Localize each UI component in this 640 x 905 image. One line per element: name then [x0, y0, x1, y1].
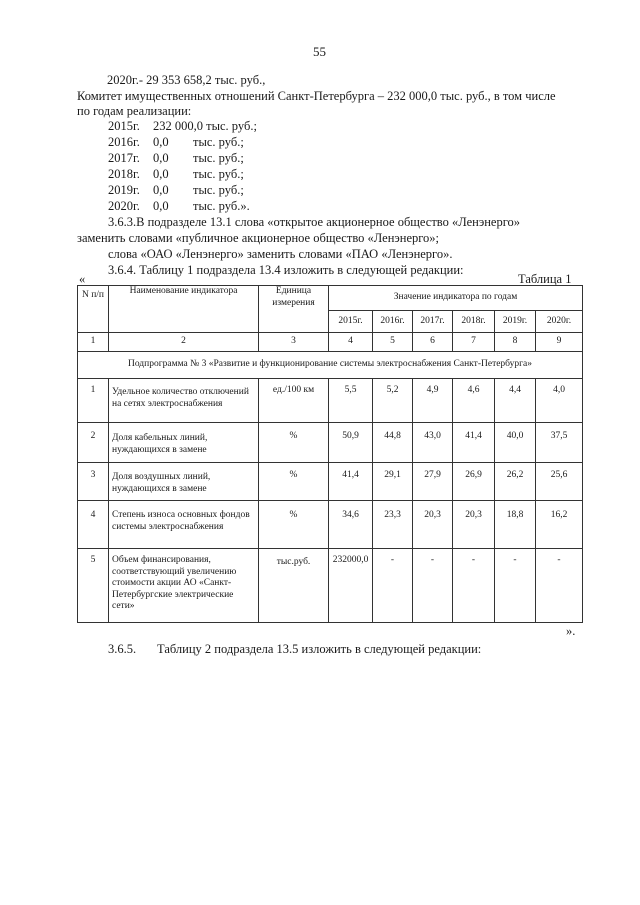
header-year-2016: 2016г.: [373, 311, 413, 333]
open-quote: «: [79, 272, 86, 286]
year-row-2016-label: 2016г.: [108, 135, 140, 149]
paragraph-364: 3.6.4. Таблицу 1 подраздела 13.4 изложить в следующей редакции:: [108, 263, 464, 277]
table-row: [78, 549, 583, 623]
year-row-2015-value: 232 000,0 тыс. руб.;: [153, 119, 257, 133]
col-number-3: 3: [259, 333, 329, 352]
row-4-num: 4: [78, 501, 109, 549]
header-num: N п/п: [78, 286, 109, 333]
header-year-2015: 2015г.: [329, 311, 373, 333]
row-2-name: Доля кабельных линий, нуждающихся в замене: [109, 423, 259, 463]
paragraph-363-line3: слова «ОАО «Ленэнерго» заменить словами «ПАО «Ленэнерго».: [108, 247, 453, 261]
row-3-unit: %: [259, 463, 329, 501]
row-5-2020: -: [536, 549, 583, 623]
col-number-1: 1: [78, 333, 109, 352]
row-2-2020: 37,5: [536, 423, 583, 463]
row-3-2016: 29,1: [373, 463, 413, 501]
col-number-9: 9: [536, 333, 583, 352]
year-row-2019-label: 2019г.: [108, 183, 140, 197]
row-3-2015: 41,4: [329, 463, 373, 501]
row-1-unit: ед./100 км: [259, 379, 329, 423]
row-3-2020: 25,6: [536, 463, 583, 501]
page-number: 55: [313, 44, 326, 59]
table-label: Таблица 1: [518, 272, 572, 286]
close-quote: ».: [566, 624, 576, 638]
row-2-2016: 44,8: [373, 423, 413, 463]
year-row-2017-label: 2017г.: [108, 151, 140, 165]
row-4-2020: 16,2: [536, 501, 583, 549]
year-row-2020-value: 0,0: [153, 199, 169, 213]
table-row: [78, 423, 583, 463]
text-line-committee: Комитет имущественных отношений Санкт-Петербурга – 232 000,0 тыс. руб., в том числе: [77, 89, 556, 103]
year-row-2018-label: 2018г.: [108, 167, 140, 181]
row-1-2017: 4,9: [413, 379, 453, 423]
row-3-name: Доля воздушных линий, нуждающихся в замене: [109, 463, 259, 501]
table-row: [78, 379, 583, 423]
paragraph-365-text: Таблицу 2 подраздела 13.5 изложить в следующей редакции:: [157, 642, 482, 656]
col-number-7: 7: [453, 333, 495, 352]
year-row-2019-unit: тыс. руб.;: [193, 183, 244, 197]
row-5-name: Объем финансирования, соответствующий увеличению стоимости акции АО «Санкт-Петербургские электрические сети»: [109, 549, 259, 623]
text-line-by-years: по годам реализации:: [77, 104, 192, 118]
row-3-2018: 26,9: [453, 463, 495, 501]
header-year-2018: 2018г.: [453, 311, 495, 333]
row-2-2019: 40,0: [495, 423, 536, 463]
row-2-unit: %: [259, 423, 329, 463]
row-1-2018: 4,6: [453, 379, 495, 423]
row-1-2015: 5,5: [329, 379, 373, 423]
row-5-2018: -: [453, 549, 495, 623]
year-row-2020-label: 2020г.: [108, 199, 140, 213]
year-row-2017-value: 0,0: [153, 151, 169, 165]
row-4-name: Степень износа основных фондов системы электроснабжения: [109, 501, 259, 549]
row-1-2020: 4,0: [536, 379, 583, 423]
row-3-2017: 27,9: [413, 463, 453, 501]
year-row-2015-label: 2015г.: [108, 119, 140, 133]
year-row-2018-unit: тыс. руб.;: [193, 167, 244, 181]
year-row-2016-value: 0,0: [153, 135, 169, 149]
row-4-2018: 20,3: [453, 501, 495, 549]
col-number-6: 6: [413, 333, 453, 352]
row-2-2017: 43,0: [413, 423, 453, 463]
row-5-2015: 232000,0: [329, 549, 373, 623]
paragraph-365-number: 3.6.5.: [108, 642, 137, 656]
col-number-4: 4: [329, 333, 373, 352]
row-5-num: 5: [78, 549, 109, 623]
row-4-2019: 18,8: [495, 501, 536, 549]
header-year-2019: 2019г.: [495, 311, 536, 333]
row-2-2018: 41,4: [453, 423, 495, 463]
col-number-5: 5: [373, 333, 413, 352]
row-4-unit: %: [259, 501, 329, 549]
row-1-2019: 4,4: [495, 379, 536, 423]
paragraph-363-line1: 3.6.3.В подразделе 13.1 слова «открытое акционерное общество «Ленэнерго»: [108, 215, 521, 229]
header-year-2017: 2017г.: [413, 311, 453, 333]
col-number-2: 2: [109, 333, 259, 352]
row-5-2016: -: [373, 549, 413, 623]
subprogram-title: Подпрограмма № 3 «Развитие и функционирование системы электроснабжения Санкт-Петербурга»: [78, 352, 583, 379]
row-5-2019: -: [495, 549, 536, 623]
row-3-2019: 26,2: [495, 463, 536, 501]
year-row-2016-unit: тыс. руб.;: [193, 135, 244, 149]
row-3-num: 3: [78, 463, 109, 501]
row-1-name: Удельное количество отключений на сетях электроснабжения: [109, 379, 259, 423]
header-values-by-year: Значение индикатора по годам: [329, 286, 583, 311]
year-row-2017-unit: тыс. руб.;: [193, 151, 244, 165]
row-4-2015: 34,6: [329, 501, 373, 549]
col-number-8: 8: [495, 333, 536, 352]
text-line-2020: 2020г.- 29 353 658,2 тыс. руб.,: [107, 73, 266, 87]
row-4-2017: 20,3: [413, 501, 453, 549]
header-indicator-name: Наименование индикатора: [109, 286, 259, 333]
indicator-table: [77, 285, 583, 623]
row-2-num: 2: [78, 423, 109, 463]
header-year-2020: 2020г.: [536, 311, 583, 333]
table-row: [78, 501, 583, 549]
row-1-2016: 5,2: [373, 379, 413, 423]
year-row-2020-unit: тыс. руб.».: [193, 199, 250, 213]
row-2-2015: 50,9: [329, 423, 373, 463]
row-5-2017: -: [413, 549, 453, 623]
table-row: [78, 463, 583, 501]
year-row-2019-value: 0,0: [153, 183, 169, 197]
year-row-2018-value: 0,0: [153, 167, 169, 181]
header-unit: Единица измерения: [259, 286, 329, 333]
row-4-2016: 23,3: [373, 501, 413, 549]
row-1-num: 1: [78, 379, 109, 423]
paragraph-363-line2: заменить словами «публичное акционерное общество «Ленэнерго»;: [77, 231, 440, 245]
row-5-unit: тыс.руб.: [259, 549, 329, 623]
